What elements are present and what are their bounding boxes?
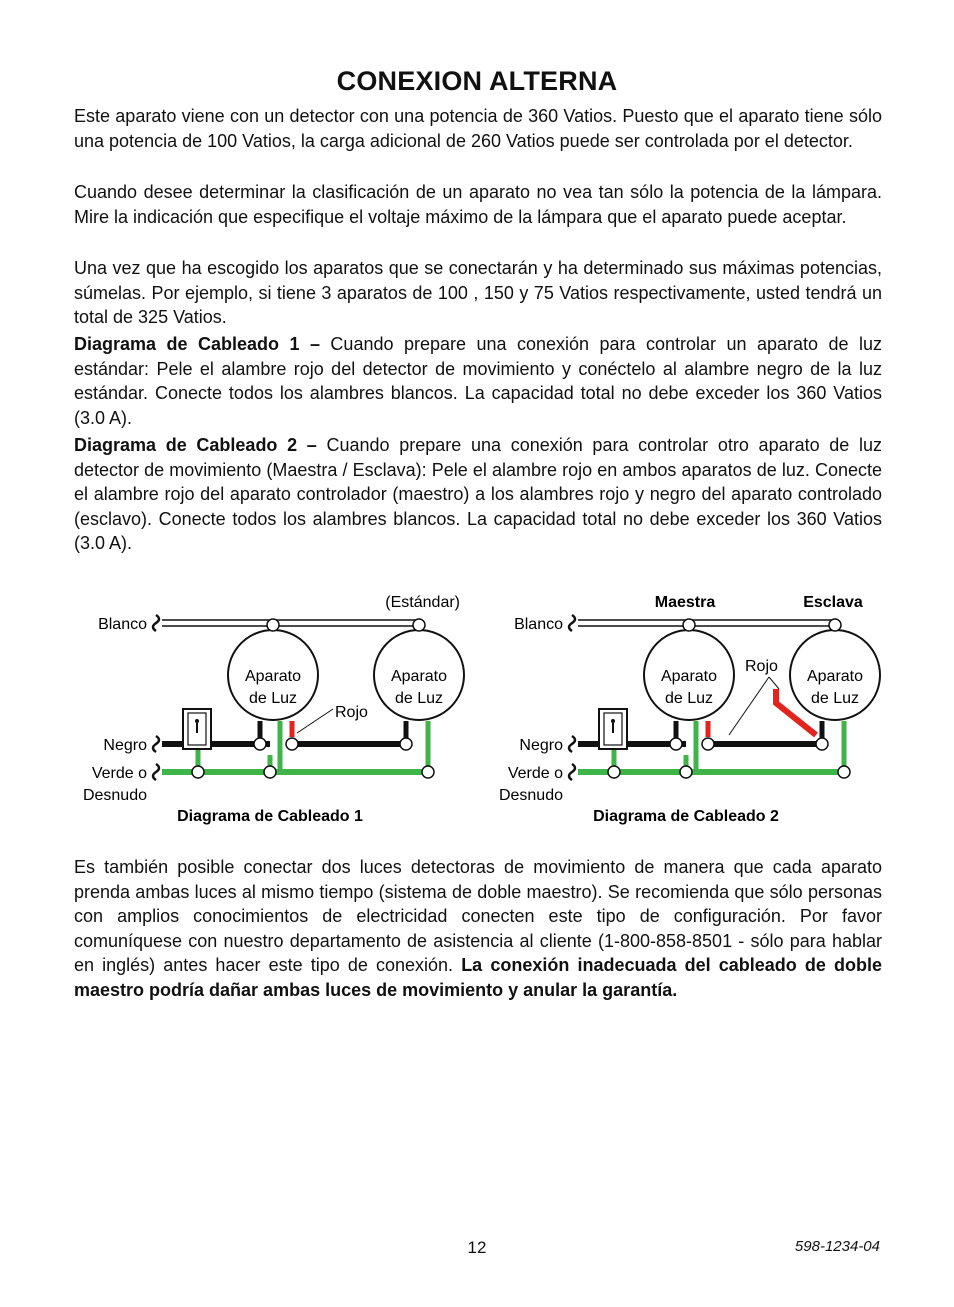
- wiring-diagram-2-svg: [486, 585, 886, 835]
- paragraph-double-master: [74, 855, 882, 1002]
- diagram2-text: Cuando prepare una conexión para controlar otro aparato de luz detector de movimiento (Maestra / Esclava): Pele el alambre rojo en ambos aparatos de luz. Conecte el alambre rojo del aparato controlador (maestro) a los alambres rojo y negro del aparato controlado (esclavo). Conecte todos los alambres blancos. La capacidad total no debe exceder los 360 Vatios (3.0 A).: [74, 435, 883, 553]
- wire-end-icon: [153, 764, 159, 780]
- label-negro: Negro: [519, 737, 563, 754]
- wire-end-icon: [569, 736, 575, 752]
- wire-end-icon: [153, 736, 159, 752]
- label-verde: Verde o: [91, 765, 147, 782]
- paragraph-diagram1: [74, 332, 882, 430]
- caption: Diagrama de Cableado 1: [177, 808, 363, 825]
- fixture-2-label: Aparato: [390, 668, 448, 685]
- label-desnudo: Desnudo: [82, 787, 147, 804]
- page-title: CONEXION ALTERNA: [336, 66, 618, 96]
- label-maestra: Maestra: [654, 594, 716, 611]
- warning-text: La conexión inadecuada del cableado de doble maestro podría dañar ambas luces de movimiento y anular la garantía.: [74, 955, 882, 1000]
- label-verde: Verde o: [507, 765, 563, 782]
- paragraph-rating: Cuando desee determinar la clasificación de un aparato no vea tan sólo la potencia de la lámpara. Mire la indicación que especifique el voltaje máximo de la lámpara que el aparato puede aceptar.: [74, 182, 882, 227]
- page-number: 12: [467, 1238, 487, 1257]
- label-blanco: Blanco: [98, 616, 147, 633]
- paragraph-sum: Una vez que ha escogido los aparatos que se conectarán y ha determinado sus máximas potencias, súmelas. Por ejemplo, si tiene 3 aparatos de 100 , 150 y 75 Vatios respectivamente, usted tendrá un total de 325 Vatios.: [74, 258, 882, 327]
- paragraph-intro: Este aparato viene con un detector con una potencia de 360 Vatios. Puesto que el aparato tiene sólo una potencia de 100 Vatios, la carga adicional de 260 Vatios puede ser controlada por el detector.: [74, 106, 882, 151]
- diagram2-heading: Diagrama de Cableado 2 –: [74, 435, 317, 455]
- double-master-text: Es también posible conectar dos luces detectoras de movimiento de manera que cada aparato prenda ambas luces al mismo tiempo (sistema de doble maestro). Se recomienda que sólo personas con amplios conocimientos de electricidad conecten este tipo de configuración. Por favor comuníquese con nuestro departamento de asistencia al cliente (1-800-858-8501 - sólo para hablar en inglés) antes hacer este tipo de conexión.: [74, 857, 882, 975]
- label-esclava: Esclava: [803, 594, 863, 611]
- wiring-diagram-1: [70, 585, 470, 840]
- label-rojo: Rojo: [745, 658, 778, 675]
- wiring-diagram-2: [486, 585, 886, 840]
- svg-text:de Luz: de Luz: [810, 690, 860, 707]
- wire-end-icon: [153, 615, 159, 631]
- fixture-1-label: Aparato: [244, 668, 302, 685]
- fixture-slave-label: Aparato: [806, 668, 864, 685]
- svg-text:de Luz: de Luz: [248, 690, 298, 707]
- caption: Diagrama de Cableado 2: [593, 808, 779, 825]
- wiring-diagram-1-svg: [70, 585, 470, 835]
- label-estandar: (Estándar): [385, 594, 460, 611]
- svg-text:de Luz: de Luz: [394, 690, 444, 707]
- label-desnudo: Desnudo: [498, 787, 563, 804]
- document-code: 598-1234-04: [794, 1238, 880, 1255]
- svg-text:de Luz: de Luz: [664, 690, 714, 707]
- label-rojo: Rojo: [335, 704, 368, 721]
- diagram1-heading: Diagrama de Cableado 1 –: [74, 334, 320, 354]
- wire-end-icon: [569, 764, 575, 780]
- diagram1-text: Cuando prepare una conexión para controlar un aparato de luz estándar: Pele el alambre rojo del detector de movimiento y conéctelo al alambre negro de la luz estándar. Conecte todos los alambres blancos. La capacidad total no debe exceder los 360 Vatios (3.0 A).: [74, 334, 882, 428]
- paragraph-diagram2: [74, 433, 882, 556]
- label-blanco: Blanco: [514, 616, 563, 633]
- fixture-master-label: Aparato: [660, 668, 718, 685]
- wire-end-icon: [569, 615, 575, 631]
- label-negro: Negro: [103, 737, 147, 754]
